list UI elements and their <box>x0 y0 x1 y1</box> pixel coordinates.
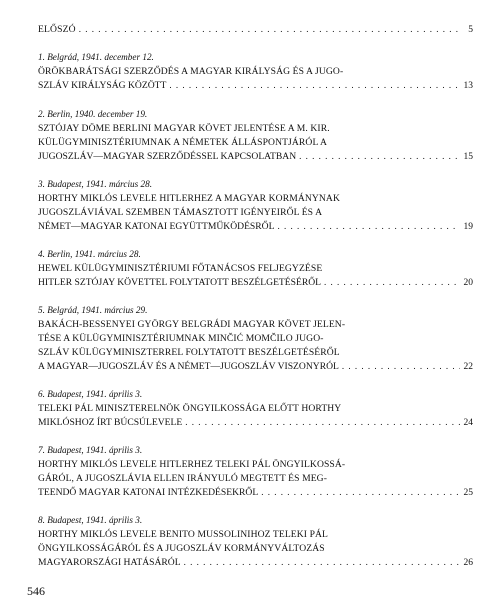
entry-page-number: 25 <box>463 488 473 498</box>
entry-date: 6. Budapest, 1941. április 3. <box>38 389 143 399</box>
entry-text: MIKLÓSHOZ ÍRT BÚCSÚLEVELE <box>38 417 183 428</box>
leader-dots <box>299 151 460 161</box>
entry-text: JUGOSZLÁV—MAGYAR SZERZŐDÉSSEL KAPCSOLATBAN <box>38 151 297 162</box>
entry-line: HORTHY MIKLÓS LEVELE BENITO MUSSOLINIHOZ TELEKI PÁL <box>38 529 329 540</box>
entry-line: TÉSE A KÜLÜGYMINISZTÉRIUMNAK MINČIĆ MOMČILO JUGO- <box>38 333 324 344</box>
entry-line: GÁRÓL, A JUGOSZLÁVIA ELLEN IRÁNYULÓ MEGTETT ÉS MEG- <box>38 473 327 484</box>
entry-text: MAGYARORSZÁGI HATÁSÁRÓL <box>38 557 181 568</box>
entry-line: HORTHY MIKLÓS LEVELE HITLERHEZ A MAGYAR KORMÁNYNAK <box>38 193 340 204</box>
leader-dots <box>342 361 460 371</box>
entry-line: SZTÓJAY DÖME BERLINI MAGYAR KÖVET JELENTÉSE A M. KIR. <box>38 123 330 134</box>
entry-last-line <box>38 277 473 288</box>
entry-text: A MAGYAR—JUGOSZLÁV ÉS A NÉMET—JUGOSZLÁV VISZONYRÓL <box>38 361 339 372</box>
entry-line: BAKÁCH-BESSENYEI GYÖRGY BELGRÁDI MAGYAR KÖVET JELEN- <box>38 319 346 330</box>
entry-page-number: 24 <box>463 418 473 428</box>
entry-page-number: 22 <box>463 362 473 372</box>
entry-date: 5. Belgrád, 1941. március 29. <box>38 305 148 315</box>
entry-last-line <box>38 417 473 428</box>
entry-date: 1. Belgrád, 1941. december 12. <box>38 52 154 62</box>
entry-text: NÉMET—MAGYAR KATONAI EGYÜTTMŰKÖDÉSRŐL <box>38 221 275 232</box>
leader-dots <box>185 417 460 427</box>
entry-date: 4. Berlin, 1941. március 28. <box>38 249 141 259</box>
entry-last-line <box>38 557 473 568</box>
page-folio: 546 <box>27 584 45 598</box>
entry-line: KÜLÜGYMINISZTÉRIUMNAK A NÉMETEK ÁLLÁSPONTJÁRÓL A <box>38 137 328 148</box>
toc-preface-line <box>38 24 473 35</box>
entry-last-line <box>38 361 473 372</box>
entry-last-line <box>38 151 473 162</box>
entry-line: TELEKI PÁL MINISZTERELNÖK ÖNGYILKOSSÁGA ELŐTT HORTHY <box>38 403 342 414</box>
leader-dots <box>261 487 460 497</box>
leader-dots <box>79 24 460 34</box>
leader-dots <box>169 80 460 90</box>
entry-line: JUGOSZLÁVIÁVAL SZEMBEN TÁMASZTOTT IGÉNYEIRŐL ÉS A <box>38 207 323 218</box>
entry-date: 7. Budapest, 1941. április 3. <box>38 445 143 455</box>
preface-title: ELŐSZÓ <box>38 24 76 35</box>
entry-date: 8. Budapest, 1941. április 3. <box>38 515 143 525</box>
entry-date: 2. Berlin, 1940. december 19. <box>38 109 148 119</box>
entry-text: TEENDŐ MAGYAR KATONAI INTÉZKEDÉSEKRŐL <box>38 487 259 498</box>
entry-text: HITLER SZTÓJAY KÖVETTEL FOLYTATOTT BESZÉLGETÉSÉRŐL <box>38 277 322 288</box>
entry-date: 3. Budapest, 1941. március 28. <box>38 179 152 189</box>
entry-page-number: 15 <box>463 152 473 162</box>
entry-page-number: 26 <box>463 558 473 568</box>
entry-line: HORTHY MIKLÓS LEVELE HITLERHEZ TELEKI PÁL ÖNGYILKOSSÁ- <box>38 459 346 470</box>
entry-line: SZLÁV KÜLÜGYMINISZTERREL FOLYTATOTT BESZÉLGETÉSÉRŐL <box>38 347 340 358</box>
entry-last-line <box>38 487 473 498</box>
preface-page-number: 5 <box>468 25 473 35</box>
entry-page-number: 13 <box>463 81 473 91</box>
entry-last-line <box>38 80 473 91</box>
leader-dots <box>184 557 460 567</box>
leader-dots <box>277 221 460 231</box>
entry-text: SZLÁV KIRÁLYSÁG KÖZÖTT <box>38 80 167 91</box>
entry-page-number: 19 <box>463 222 473 232</box>
leader-dots <box>324 277 460 287</box>
entry-line: ÖRÖKBARÁTSÁGI SZERZŐDÉS A MAGYAR KIRÁLYSÁG ÉS A JUGO- <box>38 66 344 77</box>
entry-line: HEWEL KÜLÜGYMINISZTÉRIUMI FŐTANÁCSOS FELJEGYZÉSE <box>38 263 323 274</box>
entry-page-number: 20 <box>463 278 473 288</box>
entry-line: ÖNGYILKOSSÁGÁRÓL ÉS A JUGOSZLÁV KORMÁNYVÁLTOZÁS <box>38 543 325 554</box>
entry-last-line <box>38 221 473 232</box>
